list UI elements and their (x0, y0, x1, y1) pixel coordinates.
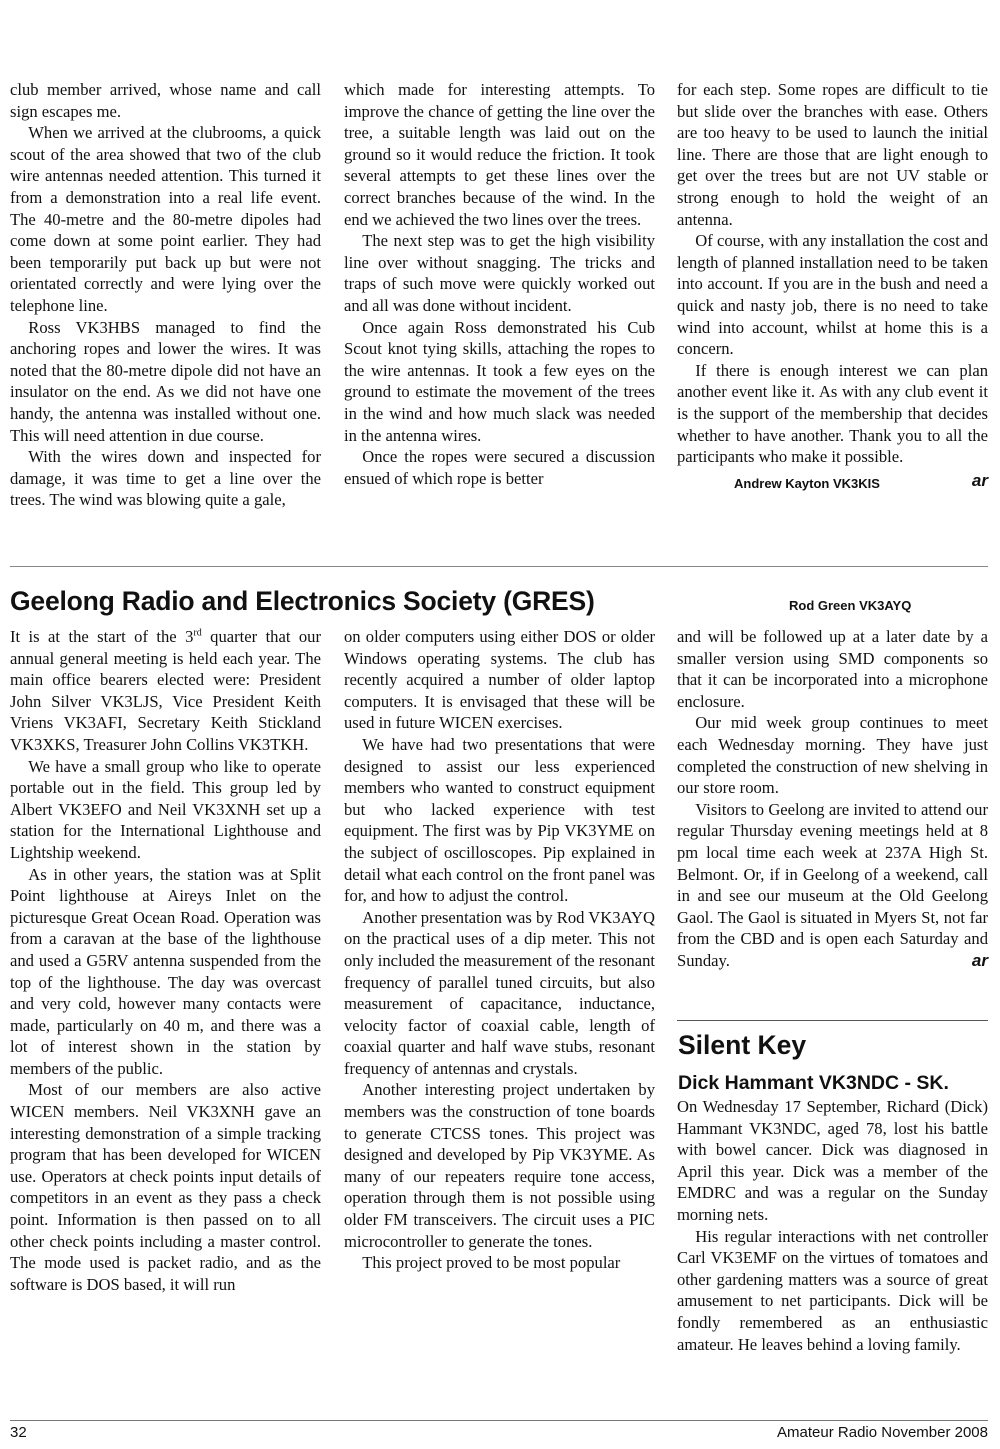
top-article-column-1 (10, 79, 321, 511)
paragraph: Visitors to Geelong are invited to attend our regular Thursday evening meetings held at 8 pm local time each week at 237A High St. Belmont. Or, if in Geelong of a weekend, call in and see our museum at the Old Geelong Gaol. The Gaol is situated in Myers St, not far from the CBD and is open each Saturday and Sunday. (677, 799, 988, 970)
paragraph: which made for interesting attempts. To improve the chance of getting the line over the tree, a suitable length was laid out on the ground so it would reduce the friction. It took several attempts to get these lines over the correct branches because of the wind. In the end we achieved the two lines over the trees. (344, 80, 655, 229)
paragraph: Once again Ross demonstrated his Cub Scout knot tying skills, attaching the ropes to the wire antennas. It took a few eyes on the ground to estimate the movement of the trees in the wind and how much slack was needed in the antenna wires. (344, 317, 655, 445)
paragraph: The next step was to get the high visibility line over without snagging. The tricks and traps of such move were quickly worked out and all was done without incident. (344, 231, 655, 315)
paragraph: for each step. Some ropes are difficult to tie but slide over the branches with ease. Others are too heavy to be used to launch the initial line. There are those that are light enough to get over the trees but are not UV stable or strong enough to hold the weight of an antenna. (677, 80, 988, 229)
gres-column-1 (10, 626, 321, 1295)
paragraph: With the wires down and inspected for damage, it was time to get a line over the trees. The wind was blowing quite a gale, (10, 447, 321, 510)
paragraph: Most of our members are also active WICEN members. Neil VK3XNH gave an interesting demonstration of a simple tracking program that has been developed for WICEN use. Operators at check points input details of competitors in an event as they pass a check point. Information is then passed on to all other check points including a master control. The mode used is packet radio, and as the software is DOS based, it will run (10, 1080, 321, 1294)
superscript: rd (193, 627, 202, 639)
author-signature (677, 470, 988, 492)
paragraph: If there is enough interest we can plan another event like it. As with any club event it is the support of the membership that decides whether to have another. Thank you to all the participants who make it possible. (677, 360, 988, 467)
paragraph: We have a small group who like to operate portable out in the field. This group led by Albert VK3EFO and Neil VK3XNH set up a station for the International Lighthouse and Lightship weekend. (10, 756, 321, 862)
section-divider (677, 1020, 988, 1021)
end-mark-row (677, 950, 988, 992)
silent-key-body (677, 1096, 988, 1355)
paragraph: on older computers using either DOS or older Windows operating systems. The club has recently acquired a number of older laptop computers. It is envisaged that these will be used in future WICEN exercises. (344, 627, 655, 733)
section-divider (10, 566, 988, 567)
paragraph: Ross VK3HBS managed to find the anchoring ropes and lower the wires. It was noted that the 80-metre dipole did not have an insulator on the end. As we did not have one handy, the antenna was installed without one. This will need attention in due course. (10, 317, 321, 445)
article-title: Geelong Radio and Electronics Society (GRES) (10, 586, 595, 616)
paragraph: Of course, with any installation the cost and length of planned installation need to be taken into account. If you are in the bush and need a quick and nasty job, there is no need to take wind into account, whilst at home this is a concern. (677, 231, 988, 359)
author-name: Andrew Kayton VK3KIS (734, 475, 880, 491)
page-number: 32 (10, 1424, 27, 1441)
paragraph: As in other years, the station was at Split Point lighthouse at Aireys Inlet on the picturesque Great Ocean Road. Operation was from a caravan at the base of the lighthouse and used a G5RV antenna suspended from the top of the lighthouse. The day was overcast and very cold, however many contacts were made, particularly on 40 m, and there was a lot of interest shown in the station by members of the public. (10, 864, 321, 1078)
section-title: Silent Key (678, 1030, 807, 1060)
paragraph: When we arrived at the clubrooms, a quick scout of the area showed that two of the club wire antennas needed attention. This turned it from a demonstration into a real life event. The 40-metre and the 80-metre dipoles had come down at some point earlier. They had been temporarily put back up but were not orientated correctly and were lying over the telephone line. (10, 123, 321, 315)
paragraph: His regular interactions with net controller Carl VK3EMF on the virtues of tomatoes and other gardening matters was a source of great amusement to net participants. Dick will be fondly remembered as an enthusiastic amateur. He leaves behind a loving family. (677, 1226, 988, 1354)
paragraph: and will be followed up at a later date by a smaller version using SMD components so that it can be incorporated into a microphone enclosure. (677, 627, 988, 711)
end-mark: ar (971, 470, 988, 490)
article-byline: Rod Green VK3AYQ (789, 598, 912, 613)
paragraph: Another presentation was by Rod VK3AYQ on the practical uses of a dip meter. This not only included the measurement of the resonant frequency of parallel tuned circuits, but also measurement of capacitance, inductance, velocity factor of coaxial cable, length of coaxial quarter and half wave stubs, resonant frequency of antennas and crystals. (344, 907, 655, 1078)
section-subtitle: Dick Hammant VK3NDC - SK. (678, 1072, 949, 1094)
gres-column-2 (344, 626, 655, 1274)
footer-rule (10, 1420, 988, 1421)
paragraph: Once the ropes were secured a discussion ensued of which rope is better (344, 447, 655, 488)
top-article-column-3 (677, 79, 988, 492)
top-article-column-2 (344, 79, 655, 489)
paragraph: We have had two presentations that were designed to assist our less experienced members who wanted to construct equipment but who lacked experience with test equipment. The first was by Pip VK3YME on the subject of oscilloscopes. Pip explained in detail what each control on the front panel was for, and how to adjust the control. (344, 734, 655, 906)
text: It is at the start of the 3 (10, 627, 194, 646)
magazine-issue: Amateur Radio November 2008 (777, 1424, 988, 1441)
paragraph: Our mid week group continues to meet each Wednesday morning. They have just completed the construction of new shelving in our store room. (677, 713, 988, 798)
paragraph: Another interesting project undertaken by members was the construction of tone boards to generate CTCSS tones. This project was designed and developed by Pip VK3YME. As many of our repeaters require tone access, operation through them is not possible using older FM transceivers. The circuit uses a PIC microcontroller to generate the tones. (344, 1080, 655, 1251)
paragraph (10, 626, 321, 756)
gres-column-3 (677, 626, 988, 992)
paragraph: On Wednesday 17 September, Richard (Dick) Hammant VK3NDC, aged 78, lost his battle with bowel cancer. Dick was diagnosed in April this year. Dick was a member of the EMDRC and was a regular on the Sunday morning nets. (677, 1097, 988, 1224)
end-mark: ar (971, 950, 988, 970)
paragraph: club member arrived, whose name and call sign escapes me. (10, 80, 321, 121)
paragraph: This project proved to be most popular (362, 1253, 621, 1273)
text: quarter that our annual general meeting is held each year. The main office bearers elected were: President John Silver VK3LJS, Vice President Keith Vriens VK3AFI, Secretary Keith Stickland VK3XKS, Treasurer John Collins VK3TKH. (10, 627, 321, 754)
